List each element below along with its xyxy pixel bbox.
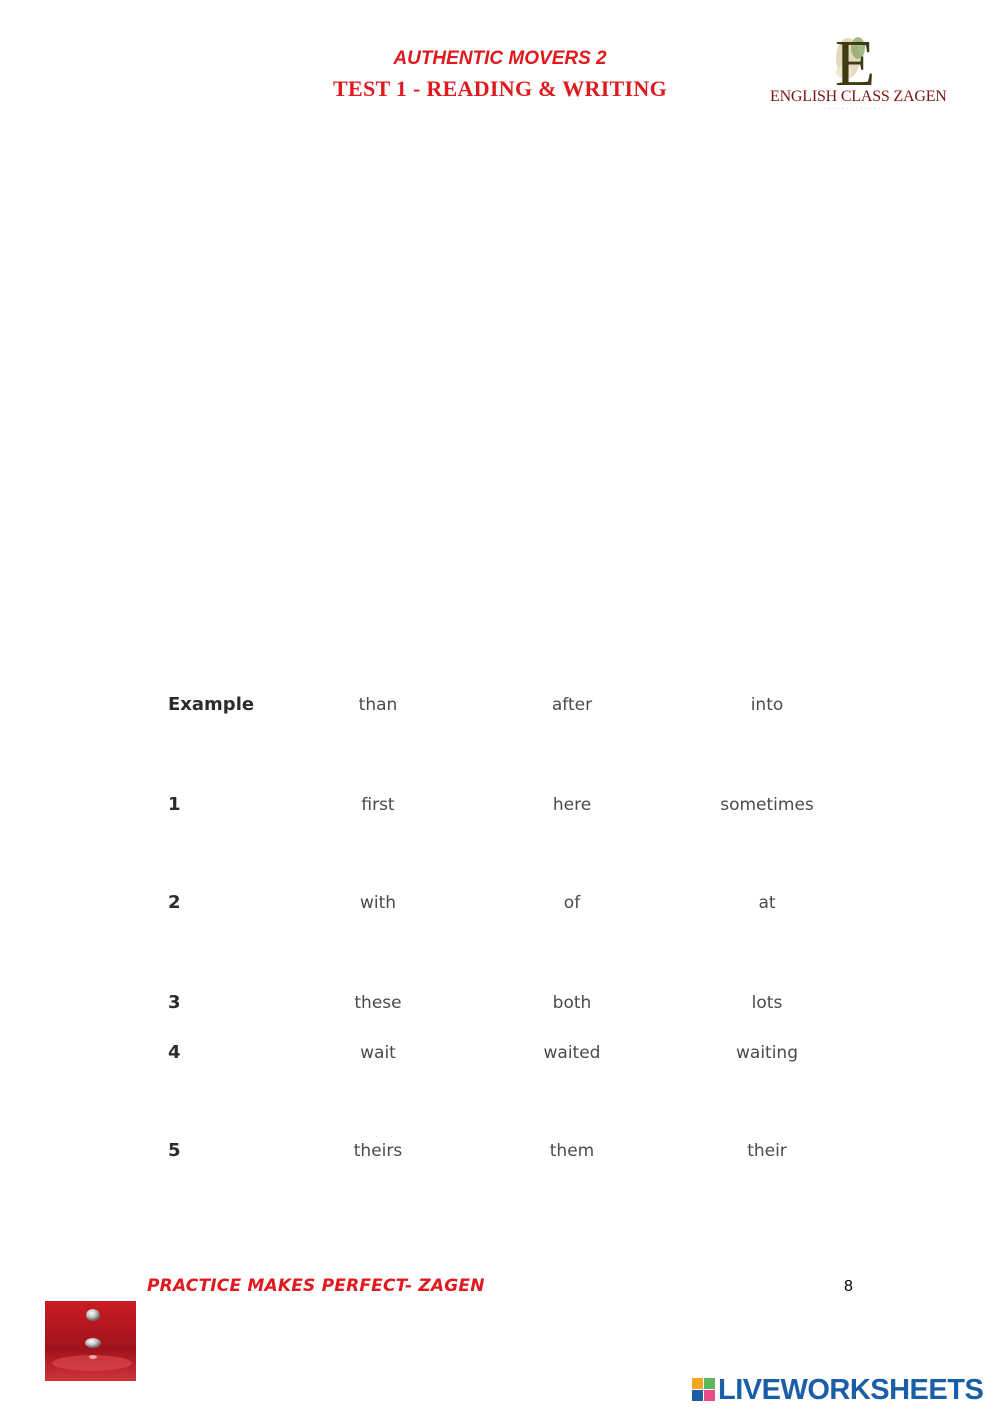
row-label: 4	[168, 1042, 181, 1063]
table-row	[168, 694, 868, 724]
option-a: with	[359, 893, 397, 913]
row-label: 3	[168, 992, 181, 1013]
option-a: than	[358, 695, 398, 715]
footer-slogan: PRACTICE MAKES PERFECT- ZAGEN	[147, 1276, 485, 1296]
table-row	[168, 1042, 868, 1072]
option-a: theirs	[353, 1141, 403, 1161]
page-number: 8	[844, 1278, 853, 1295]
option-b: of	[563, 893, 581, 913]
logo-tagline: · · · · · · · · · · · · · ·	[824, 106, 886, 111]
option-c: sometimes	[720, 795, 814, 815]
option-c: at	[758, 893, 776, 913]
option-b: here	[552, 795, 592, 815]
option-c: their	[747, 1141, 787, 1161]
liveworksheets-icon	[692, 1378, 716, 1402]
water-drop-image	[45, 1301, 136, 1381]
row-label: 2	[168, 892, 181, 913]
row-label: 1	[168, 794, 181, 815]
row-label: Example	[168, 694, 255, 715]
english-class-zagen-logo	[770, 22, 947, 114]
logo-wordmark: ENGLISH CLASS ZAGEN	[770, 88, 947, 105]
test-title: TEST 1 - READING & WRITING	[333, 76, 667, 101]
option-c: into	[750, 695, 784, 715]
option-a: wait	[360, 1043, 396, 1063]
option-c: lots	[751, 993, 783, 1013]
table-row	[168, 1140, 868, 1170]
option-b: after	[551, 695, 593, 715]
row-label: 5	[168, 1140, 181, 1161]
svg-text:E: E	[834, 27, 876, 92]
series-title: AUTHENTIC MOVERS 2	[393, 48, 607, 69]
option-a: first	[361, 795, 395, 815]
option-c: waiting	[736, 1043, 798, 1063]
table-row	[168, 992, 868, 1022]
option-a: these	[354, 993, 402, 1013]
table-row	[168, 892, 868, 922]
option-b: both	[552, 993, 592, 1013]
option-b: them	[549, 1141, 595, 1161]
option-b: waited	[543, 1043, 601, 1063]
table-row	[168, 794, 868, 824]
logo-letter-e-icon	[770, 22, 940, 92]
liveworksheets-wordmark: LIVEWORKSHEETS	[718, 1374, 984, 1406]
